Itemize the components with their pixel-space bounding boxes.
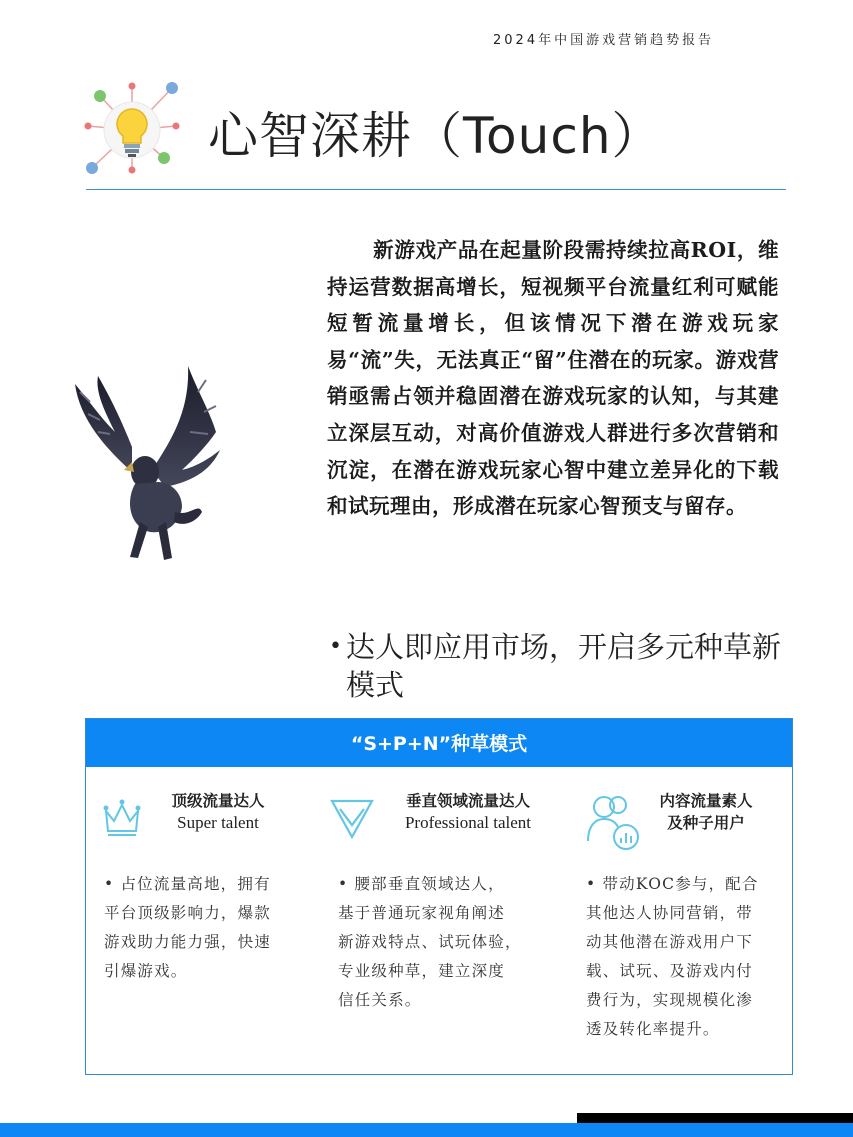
diamond-check-icon (328, 793, 376, 841)
footer-black-bar (577, 1113, 853, 1123)
col-body-super: • 占位流量高地，拥有 平台顶级影响力，爆款 游戏助力能力强，快速 引爆游戏。 (104, 875, 272, 980)
lightbulb-network-icon (84, 82, 180, 178)
griffin-illustration (70, 362, 225, 567)
col-body-koc: • 带动KOC参与，配合 其他达人协同营销，带 动其他潜在游戏用户下 载、试玩、及游戏内付 费行为，实现规模化渗 透及转化率提升。 (586, 875, 759, 1038)
col-title-professional: 垂直领域流量达人 (405, 791, 530, 810)
bullet-text: 达人即应用市场，开启多元种草新模式 (346, 630, 782, 702)
page-title: 心智深耕（Touch） (208, 107, 663, 165)
panel-title: “S+P+N”种草模式 (86, 719, 792, 767)
col-subtitle-professional: Professional talent (404, 813, 532, 832)
section-bullet (329, 628, 789, 704)
intro-paragraph: 新游戏产品在起量阶段需持续拉高ROI，维持运营数据高增长，短视频平台流量红利可赋能短暂流量增长，但该情况下潜在游戏玩家易“流”失，无法真正“留”住潜在的玩家。游戏营销亟需占领并稳固潜在游戏玩家的认知，与其建立深层互动，对高价值游戏人群进行多次营销和沉淀，在潜在游戏玩家心智中建立差异化的下载和试玩理由，形成潜在玩家心智预支与留存。 (327, 238, 779, 519)
col-title-super: 顶级流量达人 (171, 791, 265, 810)
bullet-dot: • (329, 634, 342, 659)
spn-model-panel (85, 718, 793, 1075)
col-subtitle-super: Super talent (177, 813, 259, 832)
users-chart-icon (586, 791, 644, 853)
title-divider (86, 189, 786, 190)
col-body-professional: • 腰部垂直领域达人， 基于普通玩家视角阐述 新游戏特点、试玩体验， 专业级种草，建立深度 信任关系。 (338, 875, 522, 1009)
col-title-koc: 内容流量素人 及种子用户 (659, 791, 753, 832)
crown-icon (100, 793, 144, 837)
footer-blue-bar (0, 1123, 853, 1137)
report-title: 2024年中国游戏营销趋势报告 (493, 33, 715, 48)
